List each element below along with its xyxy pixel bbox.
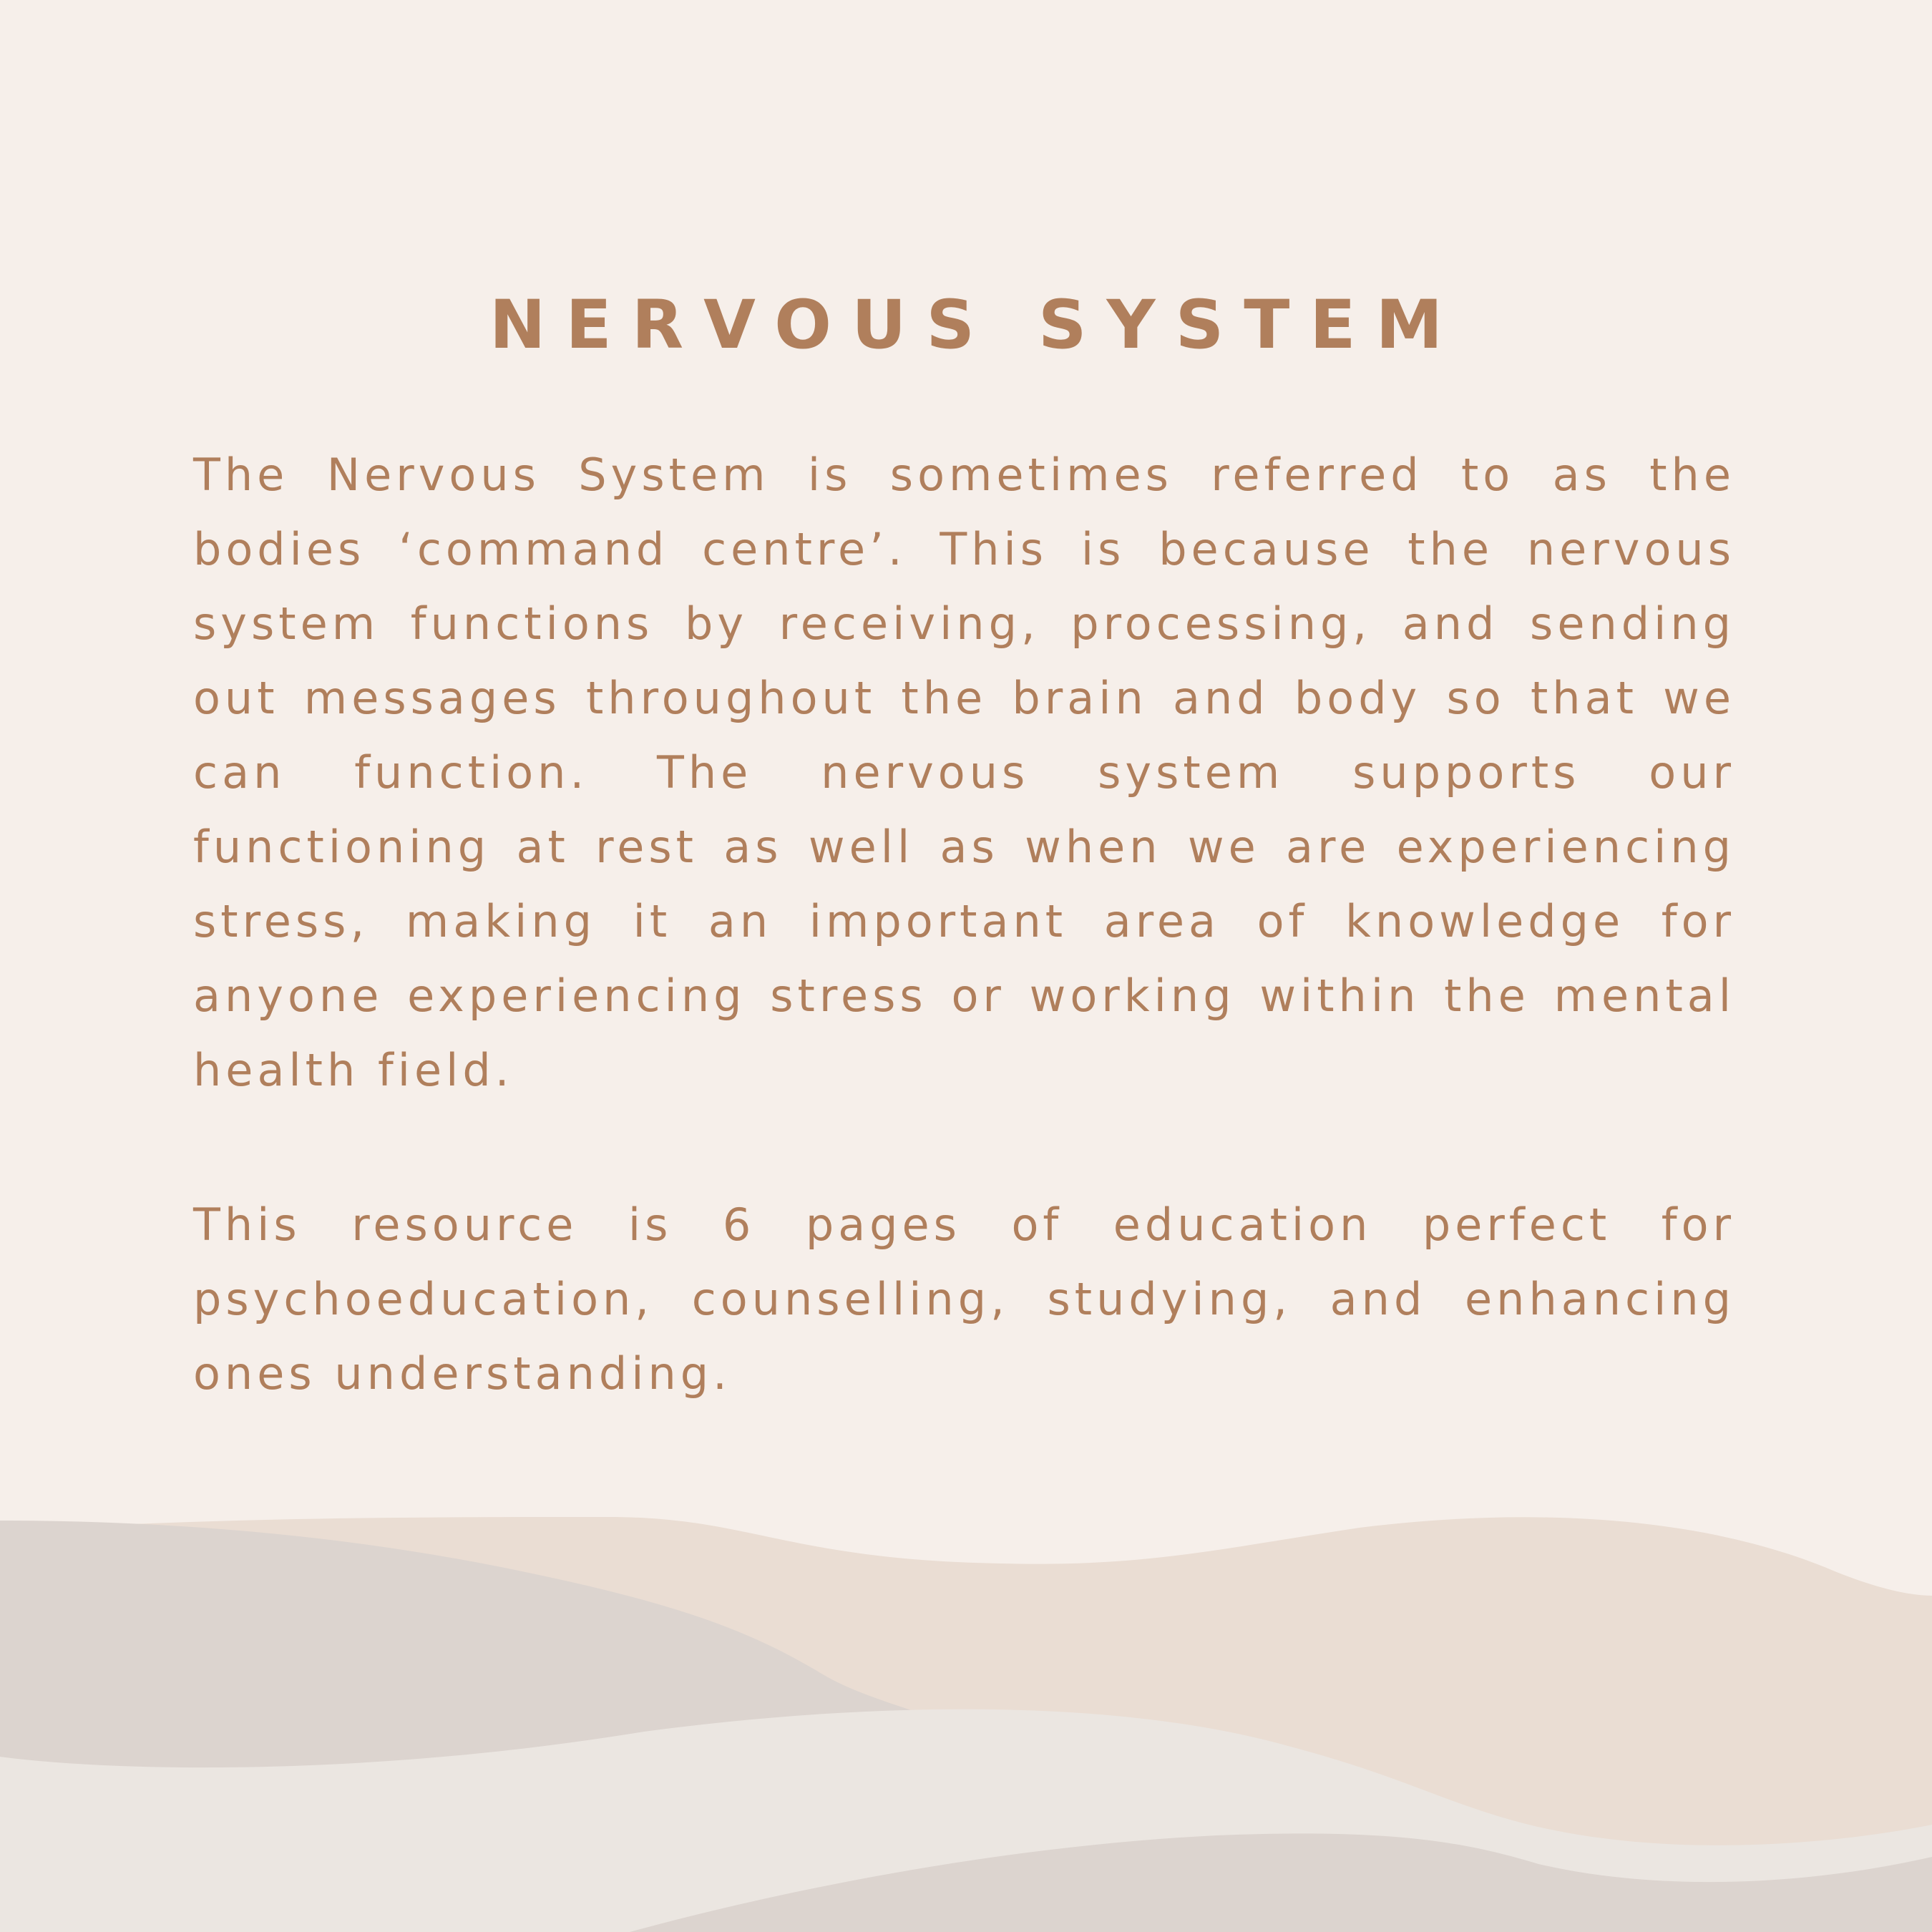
decorative-waves [0,1488,1932,1932]
resource-paragraph: This resource is 6 pages of education perfect for psychoeducation, counselling, studying, and enhancing ones understanding. [193,1199,1735,1400]
intro-paragraph: The Nervous System is sometimes referred to as the bodies ‘command centre’. This is because the nervous system functions by receiving, processing, and sending out messages throughout the brain and body so that we can function. The nervous system supports our functioning at rest as well as when we are experiencing stress, making it an important area of knowledge for anyone experiencing stress or working within the mental health field. [193,449,1735,1096]
page-title: NERVOUS SYSTEM [489,286,1463,364]
